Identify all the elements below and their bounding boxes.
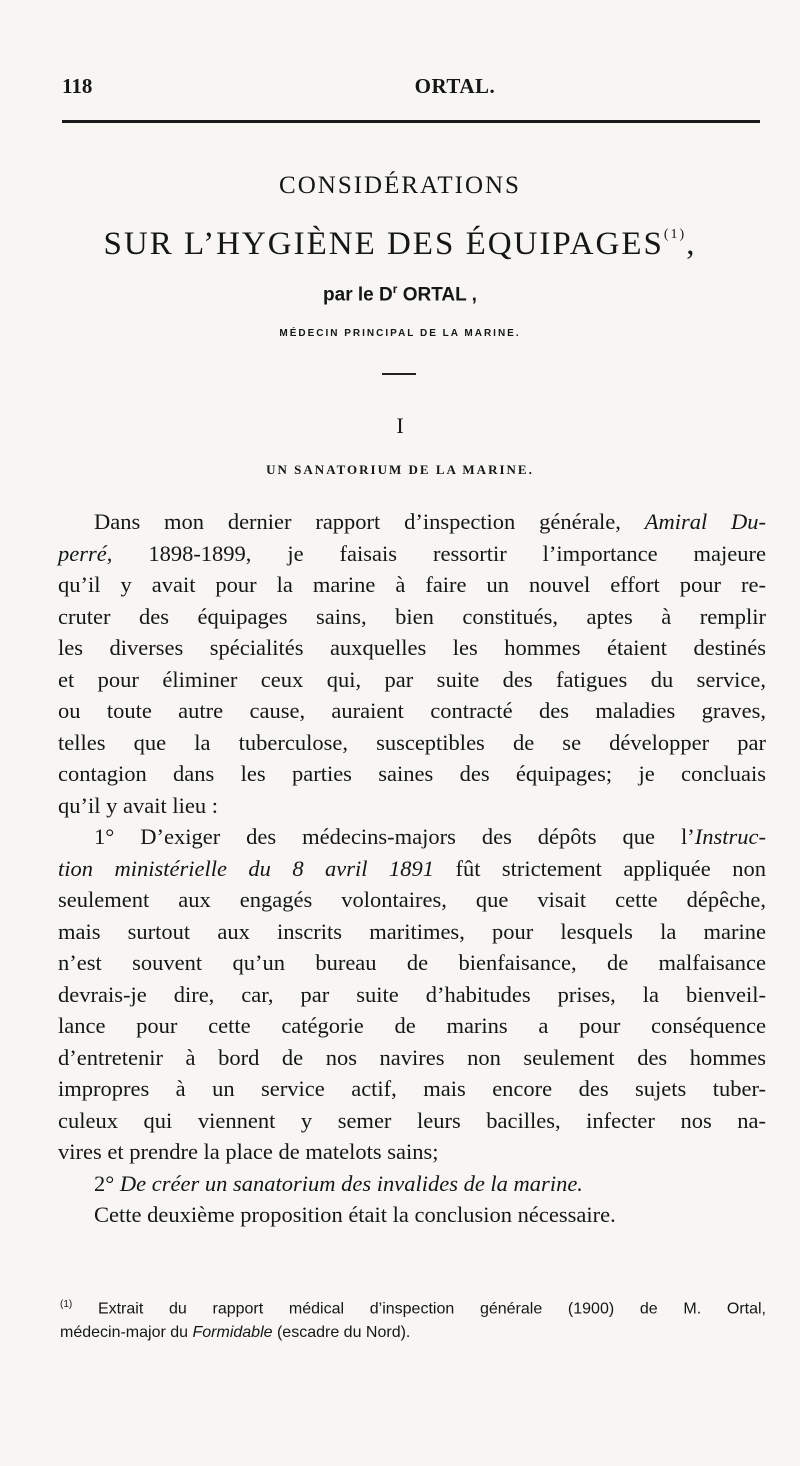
body-line (58, 1199, 766, 1231)
body-text-run: devrais-je dire, car, par suite d’habitudes prises, la bienveil- (58, 981, 766, 1007)
body-text-run: qu’il y avait pour la marine à faire un nouvel effort pour re- (58, 572, 766, 597)
body-text-run: seulement aux engagés volontaires, que visait cette dépêche, (58, 887, 766, 912)
body-line (58, 695, 766, 727)
body-line (58, 1105, 766, 1137)
footnote-reference: (1) (663, 227, 687, 242)
article-title-line1: CONSIDÉRATIONS (279, 172, 521, 199)
title-divider (382, 373, 416, 375)
footnote-line (60, 1321, 766, 1345)
footnote-text: Extrait du rapport médical d’inspection générale (1900) de M. Ortal, (72, 1300, 766, 1318)
italic-text: perré (58, 540, 107, 566)
body-line (58, 758, 766, 790)
header-rule (62, 120, 760, 123)
body-text-run: d’entretenir à bord de nos navires non seulement des hommes (58, 1044, 766, 1070)
body-text-run: Dans mon dernier rapport d’inspection générale, (94, 509, 645, 534)
body-text-run: 2° (94, 1170, 120, 1196)
body-line (58, 727, 766, 759)
body-line (58, 1010, 766, 1042)
section-numeral: I (396, 413, 404, 438)
page-number: 118 (62, 74, 93, 98)
body-text-run: qu’il y avait lieu : (58, 792, 218, 818)
body-line (58, 821, 766, 853)
body-text-run: contagion dans les parties saines des équipages; je concluais (58, 761, 766, 786)
body-text-run: et pour éliminer ceux qui, par suite des fatigues du service, (58, 666, 766, 692)
body-text-run: les diverses spécialités auxquelles les hommes étaient destinés (58, 635, 766, 660)
body-text-run: impropres à un service actif, mais encore des sujets tuber- (58, 1076, 766, 1101)
body-line (58, 1168, 766, 1200)
body-text-run: vires et prendre la place de matelots sains; (58, 1139, 439, 1164)
body-text-run: lance pour cette catégorie de marins a pour conséquence (58, 1013, 766, 1038)
body-text-run: telles que la tuberculose, susceptibles de se développer par (58, 729, 766, 755)
body-line (58, 664, 766, 696)
body-line (58, 506, 766, 538)
body-line (58, 853, 766, 885)
article-title-text: SUR L’HYGIÈNE DES ÉQUIPAGES (103, 226, 664, 262)
author-byline (0, 282, 800, 306)
body-text (58, 506, 766, 1231)
footnote-text: médecin-major du (60, 1324, 193, 1342)
body-text-run: 1° D’exiger des médecins-majors des dépôts que l’ (94, 824, 695, 849)
body-text-run: mais surtout aux inscrits maritimes, pour lesquels la marine (58, 918, 766, 944)
body-text-run: fût strictement appliquée non (434, 855, 766, 881)
body-line (58, 601, 766, 633)
footnote-line (60, 1293, 766, 1321)
body-text-run: n’est souvent qu’un bureau de bienfaisance, de malfaisance (58, 950, 766, 975)
body-line (58, 1073, 766, 1105)
italic-text: De créer un sanatorium des invalides de la marine. (119, 1170, 583, 1196)
body-line (58, 790, 766, 822)
italic-text: Instruc- (694, 824, 766, 849)
author-name: ORTAL , (397, 284, 477, 306)
body-line (58, 1136, 766, 1168)
body-text-run: Cette deuxième proposition était la conclusion nécessaire. (94, 1202, 616, 1227)
italic-text: tion ministérielle du 8 avril 1891 (58, 855, 434, 881)
byline-prefix: par le D (323, 284, 393, 306)
running-head: ORTAL. (414, 74, 496, 98)
byline-sup: r (392, 282, 398, 296)
footnote-marker: (1) (60, 1299, 73, 1310)
body-line (58, 569, 766, 601)
body-text-run: culeux qui viennent y semer leurs bacilles, infecter nos na- (58, 1107, 766, 1133)
italic-text: Amiral Du- (644, 509, 767, 534)
body-line (58, 538, 766, 570)
page-header (62, 74, 760, 104)
body-line (58, 884, 766, 916)
body-line (58, 979, 766, 1011)
ship-name: Formidable (192, 1324, 273, 1342)
article-title-comma: , (686, 226, 697, 262)
article-title-line2 (0, 226, 800, 263)
body-line (58, 632, 766, 664)
body-text-run: cruter des équipages sains, bien constitués, aptes à remplir (58, 603, 766, 629)
body-line (58, 947, 766, 979)
footnote (60, 1293, 766, 1345)
body-line (58, 1042, 766, 1074)
footnote-text: (escadre du Nord). (272, 1324, 411, 1342)
body-text-run: ou toute autre cause, auraient contracté des maladies graves, (58, 698, 766, 723)
body-line (58, 916, 766, 948)
body-text-run: , 1898-1899, je faisais ressortir l’importance majeure (106, 540, 766, 566)
author-rank: MÉDECIN PRINCIPAL DE LA MARINE. (279, 328, 521, 339)
section-title: UN SANATORIUM DE LA MARINE. (266, 462, 534, 477)
